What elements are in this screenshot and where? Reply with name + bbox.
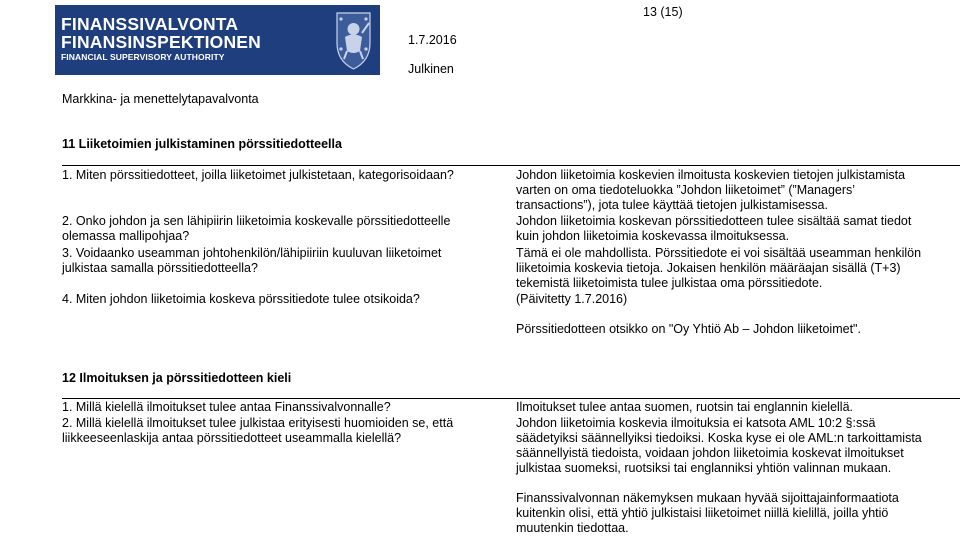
logo-line-2: FINANSINSPEKTIONEN: [61, 32, 262, 52]
answer-11-2: [516, 214, 911, 244]
question-line: liikkeeseenlaskija antaa pörssitiedotteet useammalla kielellä?: [62, 431, 402, 445]
answer-line: transactions”), jota tulee käyttää tietojen julkistamisessa.: [516, 198, 828, 212]
answer-line: muutenkin tiedottaa.: [516, 521, 629, 535]
answer-11-4: [516, 292, 861, 337]
answer-12-1: [516, 400, 853, 415]
lion-emblem-icon: [327, 5, 380, 75]
answer-line: säädetyiksi säännellyiksi tiedoiksi. Koska kyse ei ole AML:n tarkoittamista: [516, 431, 922, 445]
question-11-2: [62, 214, 450, 244]
answer-line: varten on oma tiedoteluokka ”Johdon liiketoimet” (”Managers’: [516, 183, 856, 197]
answer-line: [516, 476, 922, 491]
answer-line: säännellyistä tiedoista, voidaan johdon liiketoimia koskevat ilmoitukset: [516, 446, 904, 460]
question-12-1: [62, 400, 391, 415]
question-11-1: [62, 168, 454, 183]
answer-line: (Päivitetty 1.7.2016): [516, 292, 628, 306]
question-line: 1. Millä kielellä ilmoitukset tulee antaa Finanssivalvonnalle?: [62, 400, 391, 414]
page-number: 13 (15): [643, 5, 683, 19]
answer-line: kuin johdon liiketoimia koskevassa ilmoituksessa.: [516, 229, 790, 243]
question-line: olemassa mallipohjaa?: [62, 229, 190, 243]
question-11-3: [62, 246, 441, 276]
question-line: 4. Miten johdon liiketoimia koskeva pörssitiedote tulee otsikoida?: [62, 292, 420, 306]
question-12-2: [62, 416, 453, 446]
answer-line: Johdon liiketoimia koskevien ilmoitusta koskevien tietojen julkistamista: [516, 168, 906, 182]
finanssivalvonta-logo: [55, 5, 380, 75]
table-divider: [62, 398, 960, 399]
question-line: 3. Voidaanko useamman johtohenkilön/lähipiiriin kuuluvan liiketoimet: [62, 246, 442, 260]
question-line: 1. Miten pörssitiedotteet, joilla liiketoimet julkistetaan, kategorisoidaan?: [62, 168, 454, 182]
answer-line: Tämä ei ole mahdollista. Pörssitiedote ei voi sisältää useamman henkilön: [516, 246, 922, 260]
answer-line: julkistaa suomeksi, ruotsiksi tai englanniksi yhtiön valinnan mukaan.: [516, 461, 892, 475]
answer-line: liiketoimia koskevia tietoja. Jokaisen henkilön määräajan sisällä (T+3): [516, 261, 901, 275]
answer-line: Johdon liiketoimia koskevan pörssitiedotteen tulee sisältää samat tiedot: [516, 214, 912, 228]
answer-line: Finanssivalvonnan näkemyksen mukaan hyvää sijoittajainformaatiota: [516, 491, 899, 505]
logo-wordmark: [61, 15, 261, 63]
answer-line: Ilmoitukset tulee antaa suomen, ruotsin tai englannin kielellä.: [516, 400, 854, 414]
section-11-title: 11 Liiketoimien julkistaminen pörssitiedotteella: [62, 137, 342, 151]
section-12-title: 12 Ilmoituksen ja pörssitiedotteen kieli: [62, 371, 292, 385]
document-classification: Julkinen: [408, 62, 454, 76]
answer-line: kuitenkin olisi, että yhtiö julkistaisi liiketoimet niillä kielillä, joilla yhtiö: [516, 506, 889, 520]
answer-line: Pörssitiedotteen otsikko on "Oy Yhtiö Ab – Johdon liiketoimet".: [516, 322, 861, 336]
question-11-4: [62, 292, 420, 307]
answer-11-1: [516, 168, 905, 213]
answer-line: Johdon liiketoimia koskevia ilmoituksia ei katsota AML 10:2 §:ssä: [516, 416, 876, 430]
answer-12-2: [516, 416, 922, 536]
question-line: julkistaa samalla pörssitiedotteella?: [62, 261, 258, 275]
question-line: 2. Millä kielellä ilmoitukset tulee julkistaa erityisesti huomioiden se, että: [62, 416, 454, 430]
answer-11-3: [516, 246, 921, 291]
table-divider: [62, 165, 960, 166]
answer-line: [516, 307, 861, 322]
answer-line: tekemistä liiketoimista tulee julkistaa oma pörssitiedote.: [516, 276, 823, 290]
document-date: 1.7.2016: [408, 33, 457, 47]
logo-line-1: FINANSSIVALVONTA: [61, 14, 239, 34]
logo-line-3: FINANCIAL SUPERVISORY AUTHORITY: [61, 52, 225, 62]
question-line: 2. Onko johdon ja sen lähipiirin liiketoimia koskevalle pörssitiedotteelle: [62, 214, 451, 228]
department-name: Markkina- ja menettelytapavalvonta: [62, 92, 259, 106]
